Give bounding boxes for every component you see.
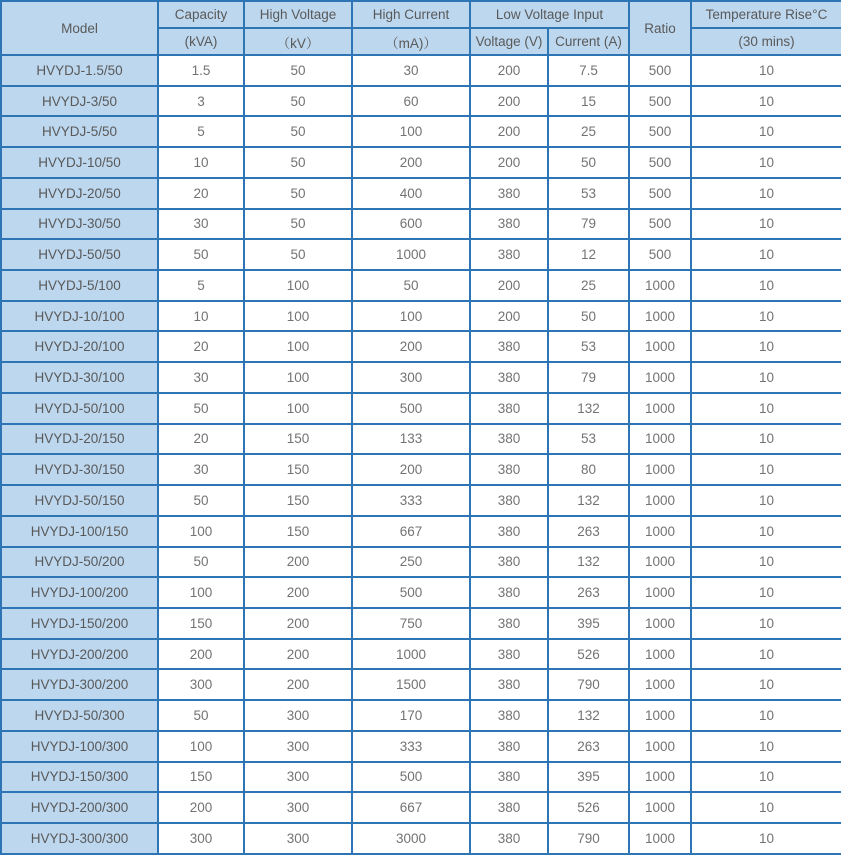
value-cell: 7.5 xyxy=(548,55,629,86)
value-cell: 10 xyxy=(691,823,841,854)
col-header-capacity: Capacity xyxy=(158,1,244,28)
value-cell: 200 xyxy=(470,86,548,117)
value-cell: 25 xyxy=(548,116,629,147)
model-cell: HVYDJ-50/300 xyxy=(1,700,158,731)
col-header-high-current-unit: （mA)） xyxy=(352,28,470,55)
model-cell: HVYDJ-30/150 xyxy=(1,454,158,485)
model-cell: HVYDJ-100/150 xyxy=(1,516,158,547)
value-cell: 250 xyxy=(352,547,470,578)
value-cell: 10 xyxy=(691,639,841,670)
value-cell: 100 xyxy=(244,331,352,362)
value-cell: 10 xyxy=(691,485,841,516)
header-row-1 xyxy=(1,1,841,28)
value-cell: 132 xyxy=(548,485,629,516)
table-row xyxy=(1,516,841,547)
value-cell: 300 xyxy=(244,792,352,823)
value-cell: 150 xyxy=(244,454,352,485)
value-cell: 1000 xyxy=(629,608,691,639)
value-cell: 200 xyxy=(244,669,352,700)
model-cell: HVYDJ-300/200 xyxy=(1,669,158,700)
value-cell: 200 xyxy=(158,639,244,670)
value-cell: 50 xyxy=(352,270,470,301)
value-cell: 50 xyxy=(244,239,352,270)
value-cell: 10 xyxy=(691,424,841,455)
table-row xyxy=(1,547,841,578)
table-row xyxy=(1,178,841,209)
value-cell: 10 xyxy=(158,301,244,332)
model-cell: HVYDJ-20/150 xyxy=(1,424,158,455)
value-cell: 5 xyxy=(158,270,244,301)
value-cell: 132 xyxy=(548,393,629,424)
model-cell: HVYDJ-10/100 xyxy=(1,301,158,332)
value-cell: 500 xyxy=(629,239,691,270)
model-cell: HVYDJ-50/150 xyxy=(1,485,158,516)
value-cell: 790 xyxy=(548,823,629,854)
table-row xyxy=(1,577,841,608)
value-cell: 263 xyxy=(548,516,629,547)
value-cell: 10 xyxy=(691,454,841,485)
value-cell: 50 xyxy=(244,178,352,209)
value-cell: 79 xyxy=(548,362,629,393)
value-cell: 380 xyxy=(470,700,548,731)
value-cell: 1000 xyxy=(629,516,691,547)
value-cell: 50 xyxy=(158,393,244,424)
table-row xyxy=(1,669,841,700)
value-cell: 1000 xyxy=(629,270,691,301)
model-cell: HVYDJ-150/200 xyxy=(1,608,158,639)
value-cell: 600 xyxy=(352,209,470,240)
col-header-capacity-unit: (kVA) xyxy=(158,28,244,55)
value-cell: 200 xyxy=(470,270,548,301)
value-cell: 1000 xyxy=(629,393,691,424)
value-cell: 1000 xyxy=(629,669,691,700)
value-cell: 200 xyxy=(352,454,470,485)
value-cell: 380 xyxy=(470,731,548,762)
value-cell: 10 xyxy=(691,762,841,793)
value-cell: 380 xyxy=(470,608,548,639)
table-row xyxy=(1,331,841,362)
value-cell: 380 xyxy=(470,547,548,578)
value-cell: 263 xyxy=(548,577,629,608)
value-cell: 170 xyxy=(352,700,470,731)
value-cell: 10 xyxy=(691,178,841,209)
value-cell: 380 xyxy=(470,209,548,240)
value-cell: 500 xyxy=(352,762,470,793)
value-cell: 20 xyxy=(158,178,244,209)
value-cell: 380 xyxy=(470,454,548,485)
table-row xyxy=(1,762,841,793)
value-cell: 380 xyxy=(470,669,548,700)
value-cell: 200 xyxy=(470,147,548,178)
value-cell: 380 xyxy=(470,762,548,793)
col-header-high-current: High Current xyxy=(352,1,470,28)
table-row xyxy=(1,424,841,455)
table-row xyxy=(1,86,841,117)
value-cell: 200 xyxy=(244,608,352,639)
value-cell: 526 xyxy=(548,639,629,670)
value-cell: 380 xyxy=(470,792,548,823)
value-cell: 1000 xyxy=(629,792,691,823)
value-cell: 10 xyxy=(691,301,841,332)
value-cell: 380 xyxy=(470,239,548,270)
value-cell: 300 xyxy=(244,823,352,854)
value-cell: 750 xyxy=(352,608,470,639)
value-cell: 100 xyxy=(158,577,244,608)
value-cell: 133 xyxy=(352,424,470,455)
value-cell: 200 xyxy=(470,55,548,86)
model-cell: HVYDJ-20/100 xyxy=(1,331,158,362)
value-cell: 10 xyxy=(691,516,841,547)
value-cell: 300 xyxy=(158,823,244,854)
value-cell: 25 xyxy=(548,270,629,301)
value-cell: 1.5 xyxy=(158,55,244,86)
value-cell: 395 xyxy=(548,608,629,639)
value-cell: 5 xyxy=(158,116,244,147)
value-cell: 380 xyxy=(470,424,548,455)
value-cell: 10 xyxy=(691,239,841,270)
value-cell: 10 xyxy=(158,147,244,178)
model-cell: HVYDJ-20/50 xyxy=(1,178,158,209)
value-cell: 30 xyxy=(158,209,244,240)
value-cell: 150 xyxy=(244,424,352,455)
value-cell: 50 xyxy=(158,239,244,270)
value-cell: 300 xyxy=(244,731,352,762)
value-cell: 10 xyxy=(691,700,841,731)
table-row xyxy=(1,55,841,86)
value-cell: 30 xyxy=(158,454,244,485)
value-cell: 500 xyxy=(352,393,470,424)
value-cell: 20 xyxy=(158,424,244,455)
value-cell: 3000 xyxy=(352,823,470,854)
value-cell: 380 xyxy=(470,577,548,608)
model-cell: HVYDJ-50/50 xyxy=(1,239,158,270)
table-row xyxy=(1,147,841,178)
value-cell: 10 xyxy=(691,331,841,362)
value-cell: 1000 xyxy=(629,762,691,793)
value-cell: 100 xyxy=(158,731,244,762)
table-row xyxy=(1,239,841,270)
model-cell: HVYDJ-100/200 xyxy=(1,577,158,608)
value-cell: 10 xyxy=(691,393,841,424)
value-cell: 100 xyxy=(352,116,470,147)
value-cell: 30 xyxy=(352,55,470,86)
value-cell: 100 xyxy=(244,301,352,332)
value-cell: 667 xyxy=(352,516,470,547)
value-cell: 100 xyxy=(244,393,352,424)
value-cell: 200 xyxy=(470,116,548,147)
value-cell: 10 xyxy=(691,577,841,608)
model-cell: HVYDJ-5/100 xyxy=(1,270,158,301)
value-cell: 1000 xyxy=(629,731,691,762)
col-header-high-voltage: High Voltage xyxy=(244,1,352,28)
value-cell: 200 xyxy=(352,147,470,178)
value-cell: 53 xyxy=(548,424,629,455)
value-cell: 1000 xyxy=(352,239,470,270)
value-cell: 500 xyxy=(629,209,691,240)
value-cell: 10 xyxy=(691,209,841,240)
model-cell: HVYDJ-100/300 xyxy=(1,731,158,762)
table-row xyxy=(1,393,841,424)
value-cell: 50 xyxy=(158,700,244,731)
value-cell: 10 xyxy=(691,270,841,301)
value-cell: 300 xyxy=(244,762,352,793)
value-cell: 380 xyxy=(470,485,548,516)
value-cell: 200 xyxy=(158,792,244,823)
value-cell: 1000 xyxy=(629,485,691,516)
model-cell: HVYDJ-10/50 xyxy=(1,147,158,178)
value-cell: 10 xyxy=(691,362,841,393)
value-cell: 150 xyxy=(158,608,244,639)
value-cell: 10 xyxy=(691,55,841,86)
value-cell: 500 xyxy=(629,116,691,147)
value-cell: 526 xyxy=(548,792,629,823)
value-cell: 15 xyxy=(548,86,629,117)
model-cell: HVYDJ-5/50 xyxy=(1,116,158,147)
value-cell: 1000 xyxy=(629,424,691,455)
value-cell: 790 xyxy=(548,669,629,700)
model-cell: HVYDJ-50/100 xyxy=(1,393,158,424)
table-row xyxy=(1,608,841,639)
col-header-ratio: Ratio xyxy=(629,1,691,55)
value-cell: 50 xyxy=(244,55,352,86)
value-cell: 10 xyxy=(691,608,841,639)
value-cell: 667 xyxy=(352,792,470,823)
value-cell: 200 xyxy=(244,547,352,578)
value-cell: 200 xyxy=(352,331,470,362)
value-cell: 1000 xyxy=(629,331,691,362)
value-cell: 30 xyxy=(158,362,244,393)
col-header-low-voltage-input: Low Voltage Input xyxy=(470,1,629,28)
value-cell: 3 xyxy=(158,86,244,117)
value-cell: 10 xyxy=(691,731,841,762)
value-cell: 100 xyxy=(158,516,244,547)
value-cell: 132 xyxy=(548,547,629,578)
col-header-temperature-rise: Temperature Rise°C xyxy=(691,1,841,28)
model-cell: HVYDJ-300/300 xyxy=(1,823,158,854)
value-cell: 100 xyxy=(244,362,352,393)
value-cell: 150 xyxy=(158,762,244,793)
value-cell: 500 xyxy=(629,178,691,209)
col-header-model: Model xyxy=(1,1,158,55)
value-cell: 10 xyxy=(691,547,841,578)
value-cell: 1000 xyxy=(629,301,691,332)
table-row xyxy=(1,639,841,670)
table-body xyxy=(1,55,841,854)
model-cell: HVYDJ-50/200 xyxy=(1,547,158,578)
value-cell: 500 xyxy=(629,55,691,86)
value-cell: 53 xyxy=(548,178,629,209)
table-row xyxy=(1,209,841,240)
value-cell: 53 xyxy=(548,331,629,362)
table-row xyxy=(1,823,841,854)
col-header-current: Current (A) xyxy=(548,28,629,55)
table-row xyxy=(1,116,841,147)
value-cell: 500 xyxy=(629,147,691,178)
table-row xyxy=(1,792,841,823)
value-cell: 500 xyxy=(352,577,470,608)
value-cell: 12 xyxy=(548,239,629,270)
value-cell: 1000 xyxy=(629,577,691,608)
value-cell: 150 xyxy=(244,485,352,516)
table-header xyxy=(1,1,841,55)
value-cell: 400 xyxy=(352,178,470,209)
table-row xyxy=(1,731,841,762)
value-cell: 10 xyxy=(691,116,841,147)
value-cell: 10 xyxy=(691,86,841,117)
value-cell: 1500 xyxy=(352,669,470,700)
value-cell: 395 xyxy=(548,762,629,793)
value-cell: 300 xyxy=(352,362,470,393)
model-cell: HVYDJ-150/300 xyxy=(1,762,158,793)
value-cell: 150 xyxy=(244,516,352,547)
value-cell: 1000 xyxy=(629,362,691,393)
value-cell: 132 xyxy=(548,700,629,731)
value-cell: 380 xyxy=(470,516,548,547)
value-cell: 50 xyxy=(548,147,629,178)
value-cell: 333 xyxy=(352,485,470,516)
value-cell: 50 xyxy=(244,86,352,117)
value-cell: 10 xyxy=(691,669,841,700)
value-cell: 200 xyxy=(470,301,548,332)
value-cell: 333 xyxy=(352,731,470,762)
table-row xyxy=(1,485,841,516)
value-cell: 500 xyxy=(629,86,691,117)
value-cell: 380 xyxy=(470,362,548,393)
col-header-temperature-duration: (30 mins) xyxy=(691,28,841,55)
value-cell: 263 xyxy=(548,731,629,762)
value-cell: 20 xyxy=(158,331,244,362)
value-cell: 50 xyxy=(158,485,244,516)
value-cell: 1000 xyxy=(629,639,691,670)
value-cell: 100 xyxy=(352,301,470,332)
table-row xyxy=(1,301,841,332)
table-row xyxy=(1,270,841,301)
value-cell: 380 xyxy=(470,393,548,424)
value-cell: 50 xyxy=(244,116,352,147)
model-cell: HVYDJ-200/300 xyxy=(1,792,158,823)
value-cell: 80 xyxy=(548,454,629,485)
value-cell: 380 xyxy=(470,331,548,362)
value-cell: 79 xyxy=(548,209,629,240)
value-cell: 380 xyxy=(470,639,548,670)
value-cell: 10 xyxy=(691,147,841,178)
table-row xyxy=(1,454,841,485)
value-cell: 300 xyxy=(244,700,352,731)
model-cell: HVYDJ-30/100 xyxy=(1,362,158,393)
value-cell: 1000 xyxy=(629,547,691,578)
value-cell: 60 xyxy=(352,86,470,117)
table-row xyxy=(1,700,841,731)
value-cell: 50 xyxy=(244,147,352,178)
value-cell: 50 xyxy=(244,209,352,240)
value-cell: 10 xyxy=(691,792,841,823)
value-cell: 380 xyxy=(470,823,548,854)
col-header-high-voltage-unit: （kV） xyxy=(244,28,352,55)
model-cell: HVYDJ-3/50 xyxy=(1,86,158,117)
value-cell: 1000 xyxy=(629,823,691,854)
value-cell: 300 xyxy=(158,669,244,700)
value-cell: 200 xyxy=(244,577,352,608)
value-cell: 50 xyxy=(158,547,244,578)
value-cell: 50 xyxy=(548,301,629,332)
value-cell: 1000 xyxy=(352,639,470,670)
model-cell: HVYDJ-30/50 xyxy=(1,209,158,240)
model-cell: HVYDJ-200/200 xyxy=(1,639,158,670)
value-cell: 1000 xyxy=(629,454,691,485)
value-cell: 1000 xyxy=(629,700,691,731)
model-cell: HVYDJ-1.5/50 xyxy=(1,55,158,86)
table-row xyxy=(1,362,841,393)
value-cell: 380 xyxy=(470,178,548,209)
value-cell: 200 xyxy=(244,639,352,670)
value-cell: 100 xyxy=(244,270,352,301)
col-header-voltage: Voltage (V) xyxy=(470,28,548,55)
